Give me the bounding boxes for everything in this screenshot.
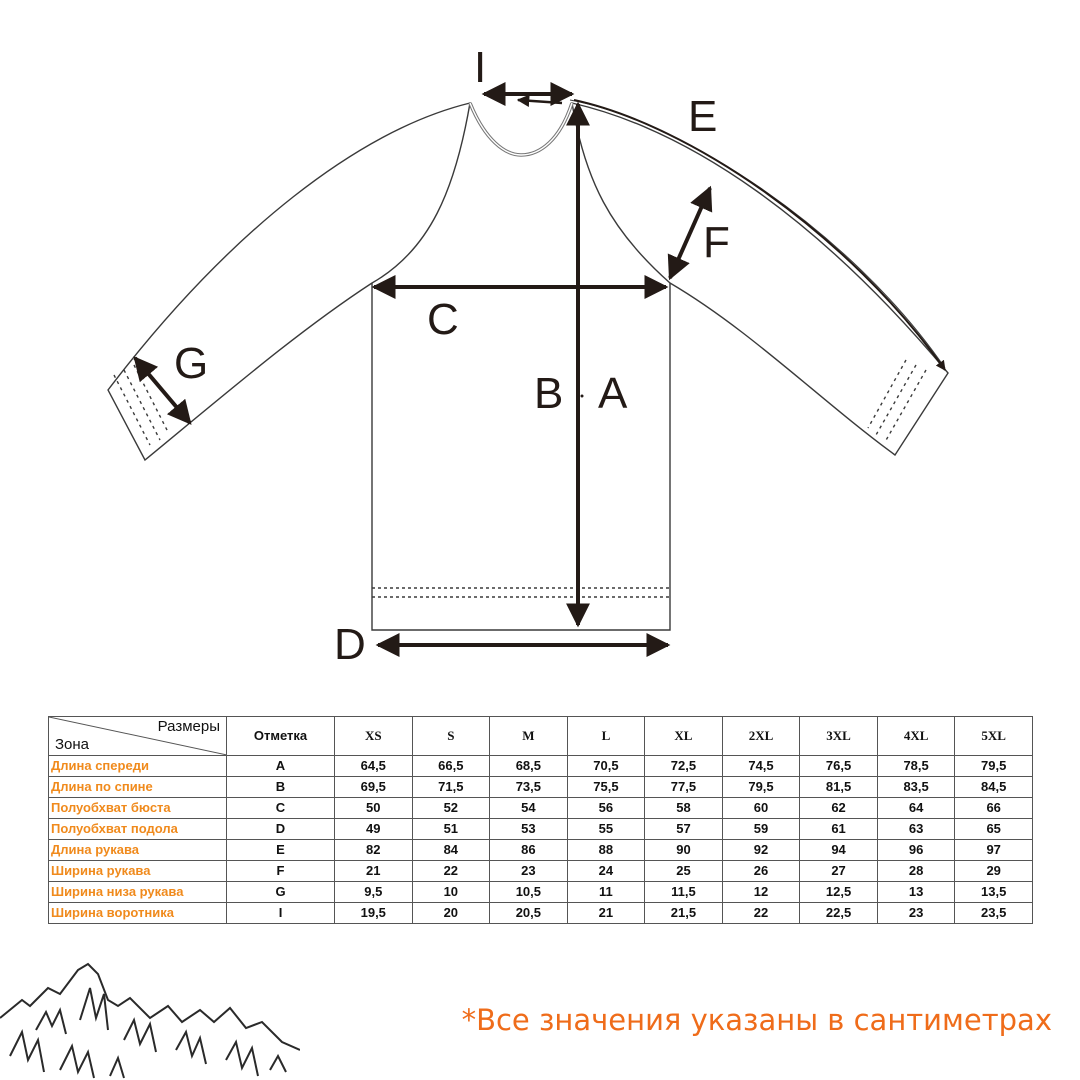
label-a: A	[598, 369, 628, 418]
zone-cell: Длина рукава	[49, 840, 227, 861]
value-cell: 70,5	[567, 756, 645, 777]
value-cell: 11,5	[645, 882, 723, 903]
value-cell: 28	[877, 861, 955, 882]
garment-body	[372, 283, 670, 630]
value-cell: 71,5	[412, 777, 490, 798]
size-header: 4XL	[877, 717, 955, 756]
mark-cell: A	[227, 756, 335, 777]
size-header: M	[490, 717, 568, 756]
table-row	[49, 861, 1033, 882]
size-header: S	[412, 717, 490, 756]
value-cell: 26	[722, 861, 800, 882]
label-e: E	[688, 92, 718, 141]
value-cell: 88	[567, 840, 645, 861]
size-header: XL	[645, 717, 723, 756]
label-d: D	[334, 620, 366, 669]
value-cell: 12,5	[800, 882, 878, 903]
value-cell: 83,5	[877, 777, 955, 798]
value-cell: 49	[335, 819, 413, 840]
value-cell: 13,5	[955, 882, 1033, 903]
value-cell: 61	[800, 819, 878, 840]
value-cell: 22	[722, 903, 800, 924]
mark-cell: I	[227, 903, 335, 924]
value-cell: 84	[412, 840, 490, 861]
value-cell: 13	[877, 882, 955, 903]
label-i: I	[474, 43, 487, 92]
size-header: L	[567, 717, 645, 756]
value-cell: 10	[412, 882, 490, 903]
garment-outline	[108, 100, 948, 630]
left-sleeve	[108, 103, 470, 460]
table-row	[49, 756, 1033, 777]
value-cell: 79,5	[722, 777, 800, 798]
zone-cell: Ширина низа рукава	[49, 882, 227, 903]
mountain-logo	[0, 960, 300, 1080]
value-cell: 64	[877, 798, 955, 819]
mark-cell: F	[227, 861, 335, 882]
table-row	[49, 798, 1033, 819]
value-cell: 66,5	[412, 756, 490, 777]
value-cell: 59	[722, 819, 800, 840]
value-cell: 10,5	[490, 882, 568, 903]
value-cell: 84,5	[955, 777, 1033, 798]
value-cell: 66	[955, 798, 1033, 819]
value-cell: 86	[490, 840, 568, 861]
value-cell: 21,5	[645, 903, 723, 924]
value-cell: 57	[645, 819, 723, 840]
value-cell: 82	[335, 840, 413, 861]
value-cell: 72,5	[645, 756, 723, 777]
mark-cell: D	[227, 819, 335, 840]
table-row	[49, 903, 1033, 924]
value-cell: 23	[877, 903, 955, 924]
size-header: XS	[335, 717, 413, 756]
units-footnote: *Все значения указаны в сантиметрах	[461, 1003, 1052, 1037]
value-cell: 65	[955, 819, 1033, 840]
value-cell: 90	[645, 840, 723, 861]
corner-zone-label: Зона	[55, 736, 90, 753]
mark-cell: E	[227, 840, 335, 861]
value-cell: 60	[722, 798, 800, 819]
zone-cell: Длина по спине	[49, 777, 227, 798]
value-cell: 27	[800, 861, 878, 882]
value-cell: 73,5	[490, 777, 568, 798]
label-b: B	[534, 369, 564, 418]
size-header: 2XL	[722, 717, 800, 756]
zone-cell: Длина спереди	[49, 756, 227, 777]
zone-cell: Полуобхват бюста	[49, 798, 227, 819]
value-cell: 22,5	[800, 903, 878, 924]
value-cell: 74,5	[722, 756, 800, 777]
value-cell: 64,5	[335, 756, 413, 777]
value-cell: 20,5	[490, 903, 568, 924]
size-header: 3XL	[800, 717, 878, 756]
table-row	[49, 777, 1033, 798]
value-cell: 23,5	[955, 903, 1033, 924]
value-cell: 21	[335, 861, 413, 882]
value-cell: 22	[412, 861, 490, 882]
zone-cell: Ширина воротника	[49, 903, 227, 924]
value-cell: 54	[490, 798, 568, 819]
value-cell: 53	[490, 819, 568, 840]
value-cell: 94	[800, 840, 878, 861]
size-table	[48, 716, 1033, 924]
value-cell: 29	[955, 861, 1033, 882]
value-cell: 76,5	[800, 756, 878, 777]
value-cell: 79,5	[955, 756, 1033, 777]
table-row	[49, 819, 1033, 840]
value-cell: 77,5	[645, 777, 723, 798]
value-cell: 52	[412, 798, 490, 819]
table-header-row	[49, 717, 1033, 756]
value-cell: 25	[645, 861, 723, 882]
corner-sizes-label: Размеры	[157, 718, 220, 735]
value-cell: 24	[567, 861, 645, 882]
value-cell: 62	[800, 798, 878, 819]
value-cell: 78,5	[877, 756, 955, 777]
value-cell: 97	[955, 840, 1033, 861]
value-cell: 81,5	[800, 777, 878, 798]
value-cell: 9,5	[335, 882, 413, 903]
value-cell: 55	[567, 819, 645, 840]
value-cell: 11	[567, 882, 645, 903]
value-cell: 12	[722, 882, 800, 903]
label-f: F	[703, 218, 730, 267]
table-row	[49, 840, 1033, 861]
label-g: G	[174, 339, 209, 388]
label-c: C	[427, 295, 459, 344]
value-cell: 92	[722, 840, 800, 861]
mark-cell: B	[227, 777, 335, 798]
size-header: 5XL	[955, 717, 1033, 756]
value-cell: 51	[412, 819, 490, 840]
table-corner-cell	[49, 717, 227, 756]
zone-cell: Полуобхват подола	[49, 819, 227, 840]
value-cell: 58	[645, 798, 723, 819]
value-cell: 20	[412, 903, 490, 924]
mark-header: Отметка	[227, 717, 335, 756]
right-sleeve	[572, 103, 948, 455]
neckline	[470, 103, 572, 155]
mark-cell: C	[227, 798, 335, 819]
value-cell: 50	[335, 798, 413, 819]
value-cell: 68,5	[490, 756, 568, 777]
value-cell: 19,5	[335, 903, 413, 924]
value-cell: 96	[877, 840, 955, 861]
table-row	[49, 882, 1033, 903]
zone-cell: Ширина рукава	[49, 861, 227, 882]
value-cell: 23	[490, 861, 568, 882]
value-cell: 69,5	[335, 777, 413, 798]
value-cell: 63	[877, 819, 955, 840]
value-cell: 21	[567, 903, 645, 924]
mark-cell: G	[227, 882, 335, 903]
arrow-e	[574, 100, 945, 370]
value-cell: 56	[567, 798, 645, 819]
value-cell: 75,5	[567, 777, 645, 798]
